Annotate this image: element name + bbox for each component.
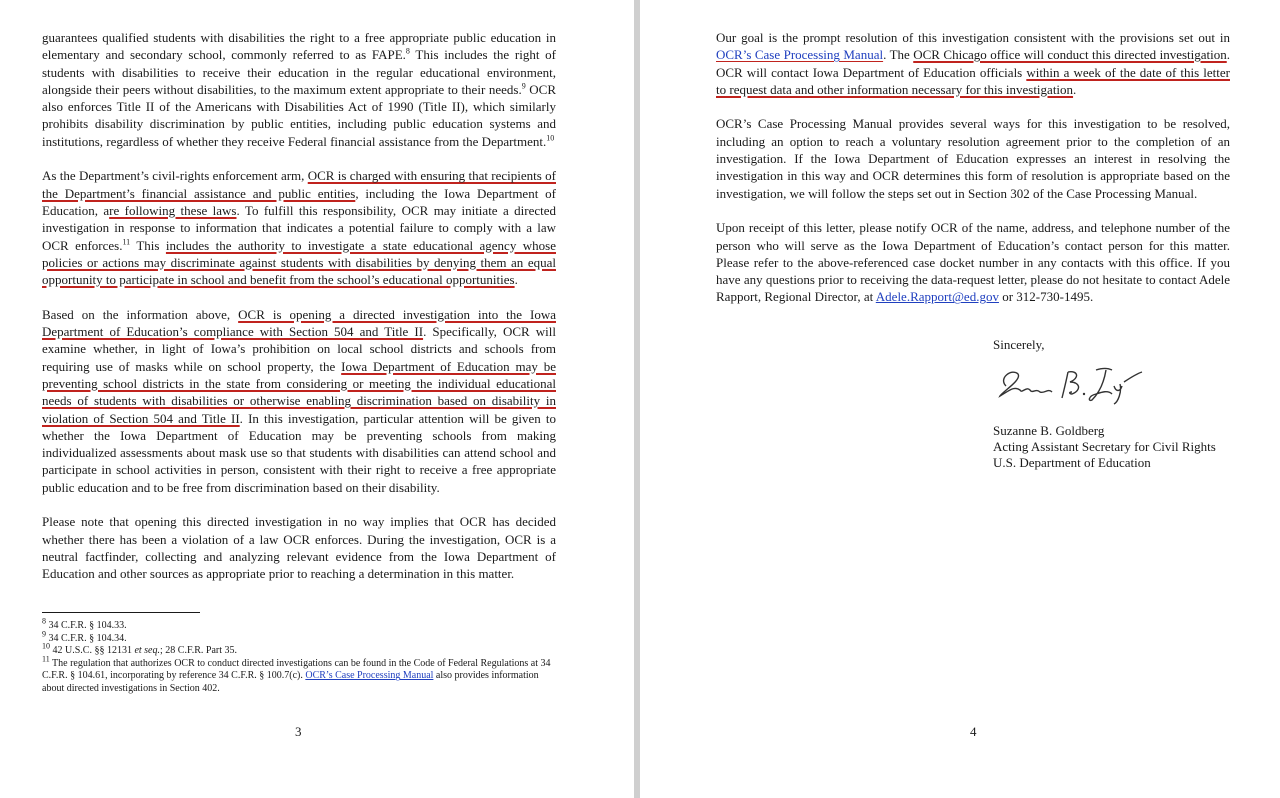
footnote-marker: 10 [546, 133, 555, 143]
text-run: also provides information about directed investigations in Section 402. [42, 670, 539, 694]
page-3-footnotes [42, 616, 562, 696]
page-number: 3 [295, 724, 302, 739]
footnote-marker: 10 [42, 641, 50, 651]
signatory-title: Acting Assistant Secretary for Civil Rights [993, 439, 1216, 454]
footnote-2 [42, 629, 562, 646]
text-run: The regulation that authorizes OCR to conduct directed investigations can be found in the Code of Federal Regulations at 34 C.F.R. § 104.61, incorporating by reference 34 C.F.R. § 100.7(c). [42, 657, 551, 682]
signatory-organization: U.S. Department of Education [993, 455, 1151, 470]
underlined-text: OCR is opening a directed investigation into the Iowa Department of Education’s compliance with Section 504 and Title II [42, 306, 556, 340]
text-run: 42 U.S.C. §§ 12131 [50, 645, 135, 657]
text-run: This includes the right of students with disabilities to receive their education in the regular educational environment, alongside their peers without disabilities, to the maximum extent appropriate to their needs. [42, 47, 556, 97]
document-link[interactable]: Adele.Rapport@ed.gov [875, 289, 999, 305]
footnote-marker: 9 [42, 629, 46, 639]
page-3-paragraph-4 [42, 513, 556, 582]
text-run: Please note that opening this directed investigation in no way implies that OCR has decided whether there has been a violation of a law OCR enforces. During the investigation, OCR is a neutral factfinder, collecting and analyzing relevant evidence from the Iowa Department of Education and other sources as appropriate prior to reaching a determination in this matter. [42, 514, 556, 582]
text-run: . OCR will contact Iowa Department of Education officials [716, 47, 1230, 80]
page-4-body [716, 29, 1230, 323]
italic-text: et seq. [134, 645, 160, 657]
text-run: . The [883, 47, 914, 63]
signature-image [992, 356, 1154, 408]
page-3-paragraph-2 [42, 167, 556, 288]
underlined-text: OCR is charged with ensuring that recipients of the Department’s financial assistance and public entities [42, 168, 556, 201]
page-4-paragraph-3 [716, 219, 1230, 305]
footnote-3 [42, 641, 562, 658]
document-page-4 [640, 0, 1280, 798]
footnote-marker: 8 [42, 616, 46, 626]
page-3-body [42, 29, 556, 600]
footnote-marker: 11 [42, 654, 50, 664]
underlined-text: within a week of the date of this letter to request data and other information necessary for this investigation [716, 64, 1230, 97]
page-number: 4 [970, 724, 977, 739]
document-page-3 [0, 0, 634, 798]
footnote-marker: 8 [405, 46, 410, 56]
text-run: . Specifically, OCR will examine whether, in light of Iowa’s prohibition on local school districts and schools from requiring use of masks while on school property, the [42, 324, 556, 374]
footnote-4 [42, 654, 562, 696]
footnote-1 [42, 616, 562, 633]
closing-salutation: Sincerely, [993, 337, 1045, 352]
footnote-separator [42, 612, 200, 613]
document-link[interactable]: OCR’s Case Processing Manual [716, 47, 884, 63]
text-run: or 312-730-1495. [998, 289, 1094, 305]
page-4-paragraph-2 [716, 115, 1230, 201]
underlined-text: Iowa Department of Education may be preventing school districts in the state from considering or meeting the individual educational needs of students with disabilities or otherwise enabling discrimination based on disability in violation of Section 504 and Title II [42, 358, 556, 426]
footnote-marker: 9 [521, 81, 526, 91]
text-run: . [1073, 81, 1077, 97]
text-run: guarantees qualified students with disabilities the right to a free appropriate public education in elementary and secondary school, commonly referred to as FAPE. [42, 30, 556, 63]
text-run: OCR’s Case Processing Manual provides several ways for this investigation to be resolved, including an option to reach a voluntary resolution agreement prior to the completion of an investigation. If the Iowa Department of Education expresses an interest in resolving the investigation in this way and OCR determines this form of resolution is appropriate based on the investigation, we will follow the steps set out in Section 302 of the Case Processing Manual. [716, 116, 1230, 201]
text-run: . In this investigation, particular attention will be given to whether the Iowa Department of Education may be preventing schools from making individualized assessments about mask use so that students with disabilities can attend school and participate in school activities in person, consistent with their right to receive a free appropriate public education and to be free from discrimination based on their disability. [42, 410, 556, 495]
page-4-paragraph-1 [716, 29, 1230, 98]
footnote-marker: 11 [122, 237, 131, 247]
page-3-paragraph-1 [42, 29, 556, 150]
text-run: Based on the information above, [42, 306, 239, 322]
underlined-text: OCR Chicago office will conduct this directed investigation [913, 47, 1227, 63]
text-run: OCR also enforces Title II of the Americans with Disabilities Act of 1990 (Title II), which similarly prohibits disability discrimination by public entities, including public education systems and institutions, regardless of whether they receive Federal financial assistance from the Department. [42, 81, 557, 149]
text-run: . To fulfill this responsibility, OCR may initiate a directed investigation in response to information that indicates a potential failure to comply with a law OCR enforces. [42, 202, 556, 253]
signatory-name: Suzanne B. Goldberg [993, 423, 1105, 438]
underlined-text: includes the authority to investigate a state educational agency whose policies or actions may discriminate against students with disabilities by denying them an equal opportunity to participate in school and benefit from the school’s educational opportunities [42, 237, 556, 288]
underlined-text: re following these laws [109, 202, 237, 218]
text-run: , including the Iowa Department of Education, a [42, 185, 556, 218]
text-run: 34 C.F.R. § 104.34. [46, 632, 127, 644]
text-run: This [130, 237, 166, 253]
text-run: As the Department’s civil-rights enforcement arm, [42, 168, 308, 184]
text-run: Upon receipt of this letter, please notify OCR of the name, address, and telephone number of the person who will serve as the Iowa Department of Education’s contact person for this matter. Please refer to the above-referenced case docket number in any contacts with this office. If you have any questions prior to receiving the data-request letter, please do not hesitate to contact Adele Rapport, Regional Director, at [716, 220, 1230, 305]
text-run: . [514, 272, 518, 288]
document-link[interactable]: OCR’s Case Processing Manual [305, 670, 434, 682]
page-3-paragraph-3 [42, 306, 556, 496]
text-run: ; 28 C.F.R. Part 35. [160, 645, 237, 657]
text-run: Our goal is the prompt resolution of this investigation consistent with the provisions set out in [716, 30, 1230, 45]
text-run: 34 C.F.R. § 104.33. [46, 620, 127, 631]
